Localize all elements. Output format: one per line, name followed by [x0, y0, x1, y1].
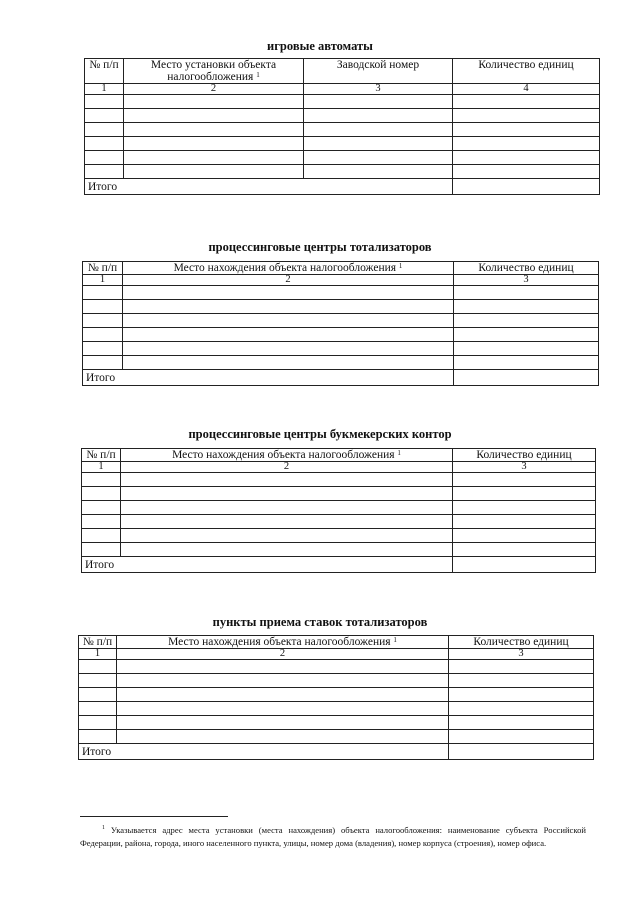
table-cell[interactable] [454, 286, 599, 300]
total-value-cell[interactable] [454, 370, 599, 386]
table-header-row [83, 262, 599, 275]
table-cell[interactable] [304, 151, 453, 165]
table-cell[interactable] [117, 660, 449, 674]
table-cell[interactable] [117, 674, 449, 688]
table-cell[interactable] [117, 702, 449, 716]
total-row [85, 179, 600, 195]
table-cell[interactable] [79, 730, 117, 744]
table-row [83, 328, 599, 342]
table-cell[interactable] [82, 515, 121, 529]
column-number: 2 [117, 649, 449, 660]
table-row [83, 342, 599, 356]
footnote-separator [80, 816, 228, 817]
table-row [85, 165, 600, 179]
table-cell[interactable] [449, 730, 594, 744]
table-cell[interactable] [454, 300, 599, 314]
table-cell[interactable] [83, 342, 123, 356]
table-cell[interactable] [83, 356, 123, 370]
column-number: 3 [453, 462, 596, 473]
header-cell-location: Место нахождения объекта налогообложения $^1$ [121, 449, 453, 462]
table-cell[interactable] [124, 95, 304, 109]
footnote-ref: 1 [397, 449, 401, 457]
header-cell-number: № п/п [85, 59, 124, 84]
header-cell-serial-number: Заводской номер [304, 59, 453, 84]
table-cell[interactable] [304, 137, 453, 151]
table-cell[interactable] [123, 300, 454, 314]
table-cell[interactable] [304, 123, 453, 137]
column-number: 2 [121, 462, 453, 473]
footnote-text: Указывается адрес места установки (места нахождения) объекта налогообложения: наименование субъекта Российской Федерации, района, города, иного населенного пункта, улицы, номер дома (владения), номер корпуса (строения), номер офиса. [80, 825, 586, 848]
footnote-ref: 1 [398, 262, 403, 270]
table-cell[interactable] [117, 730, 449, 744]
table-cell[interactable] [123, 328, 454, 342]
table-cell[interactable] [79, 674, 117, 688]
column-number-row [85, 84, 600, 95]
table-cell[interactable] [453, 473, 596, 487]
table-cell[interactable] [85, 165, 124, 179]
table-cell[interactable] [449, 702, 594, 716]
table-cell[interactable] [454, 328, 599, 342]
table-cell[interactable] [453, 165, 600, 179]
table-cell[interactable] [453, 543, 596, 557]
table-cell[interactable] [304, 95, 453, 109]
total-row [82, 557, 596, 573]
header-cell-quantity: Количество единиц [453, 449, 596, 462]
table-cell[interactable] [79, 688, 117, 702]
table-row [83, 286, 599, 300]
table-cell[interactable] [85, 151, 124, 165]
table-cell[interactable] [121, 543, 453, 557]
table-cell[interactable] [449, 688, 594, 702]
table-cell[interactable] [124, 123, 304, 137]
table-row [85, 123, 600, 137]
table-cell[interactable] [454, 314, 599, 328]
totalizator-centers-table [82, 261, 599, 386]
table-row [79, 688, 594, 702]
table-cell[interactable] [79, 716, 117, 730]
table-cell[interactable] [121, 529, 453, 543]
table-header-row [79, 636, 594, 649]
table-cell[interactable] [449, 660, 594, 674]
table-cell[interactable] [453, 501, 596, 515]
table-cell[interactable] [124, 137, 304, 151]
table-row [82, 515, 596, 529]
table-cell[interactable] [449, 716, 594, 730]
section-title-bookmaker-centers: процессинговые центры букмекерских контор [188, 427, 452, 441]
table-cell[interactable] [79, 660, 117, 674]
table-row [79, 660, 594, 674]
column-number: 3 [304, 84, 453, 95]
table-row [83, 300, 599, 314]
table-cell[interactable] [453, 109, 600, 123]
column-number-row [82, 462, 596, 473]
footnote [80, 824, 586, 850]
table-cell[interactable] [453, 487, 596, 501]
column-number: 4 [453, 84, 600, 95]
table-cell[interactable] [121, 515, 453, 529]
table-cell[interactable] [82, 543, 121, 557]
total-label: Итого [85, 179, 453, 195]
table-cell[interactable] [79, 702, 117, 716]
table-cell[interactable] [124, 165, 304, 179]
table-cell[interactable] [454, 342, 599, 356]
table-cell[interactable] [453, 123, 600, 137]
table-row [82, 487, 596, 501]
total-label: Итого [79, 744, 449, 760]
footnote-mark: 1 [102, 825, 105, 831]
total-value-cell[interactable] [453, 557, 596, 573]
table-cell[interactable] [83, 300, 123, 314]
section-title-totalizator-centers: процессинговые центры тотализаторов [208, 240, 432, 254]
table-cell[interactable] [85, 137, 124, 151]
bookmaker-centers-table [81, 448, 596, 573]
table-row [83, 314, 599, 328]
table-row [85, 95, 600, 109]
section-title-gaming-machines: игровые автоматы [267, 39, 373, 53]
table-row [79, 674, 594, 688]
table-cell[interactable] [123, 286, 454, 300]
table-cell[interactable] [82, 487, 121, 501]
table-cell[interactable] [453, 137, 600, 151]
table-cell[interactable] [124, 151, 304, 165]
table-row [82, 473, 596, 487]
table-row [82, 529, 596, 543]
table-row [82, 501, 596, 515]
table-cell[interactable] [123, 314, 454, 328]
table-cell[interactable] [82, 473, 121, 487]
table-cell[interactable] [453, 529, 596, 543]
column-number: 1 [83, 275, 123, 286]
footnote-ref: 1 [393, 636, 397, 644]
table-cell[interactable] [85, 123, 124, 137]
table-cell[interactable] [83, 286, 123, 300]
table-cell[interactable] [83, 328, 123, 342]
table-row [79, 702, 594, 716]
table-cell[interactable] [85, 95, 124, 109]
column-number: 1 [82, 462, 121, 473]
header-cell-number: № п/п [83, 262, 123, 275]
column-number: 1 [79, 649, 117, 660]
table-cell[interactable] [82, 529, 121, 543]
total-label: Итого [83, 370, 454, 386]
header-cell-location: Место нахождения объекта налогообложения $^1$ [117, 636, 449, 649]
column-number: 3 [454, 275, 599, 286]
table-cell[interactable] [121, 487, 453, 501]
table-cell[interactable] [121, 501, 453, 515]
table-row [83, 356, 599, 370]
table-cell[interactable] [123, 356, 454, 370]
table-row [85, 137, 600, 151]
table-cell[interactable] [121, 473, 453, 487]
table-row [85, 151, 600, 165]
gaming-machines-table [84, 58, 600, 195]
column-number-row [83, 275, 599, 286]
header-cell-location: Место нахождения объекта налогообложения $^1$ [123, 262, 454, 275]
table-row [79, 716, 594, 730]
header-cell-quantity: Количество единиц [449, 636, 594, 649]
header-cell-location: Место установки объекта налогообложения $^1$ [124, 59, 304, 84]
column-number: 2 [123, 275, 454, 286]
table-cell[interactable] [85, 109, 124, 123]
section-title-totalizator-betting-points: пункты приема ставок тотализаторов [212, 615, 428, 629]
column-number: 3 [449, 649, 594, 660]
column-number: 1 [85, 84, 124, 95]
table-cell[interactable] [82, 501, 121, 515]
header-cell-quantity: Количество единиц [453, 59, 600, 84]
table-cell[interactable] [449, 674, 594, 688]
table-cell[interactable] [124, 109, 304, 123]
table-header-row [85, 59, 600, 84]
header-cell-number: № п/п [79, 636, 117, 649]
betting-points-table [78, 635, 594, 760]
table-row [79, 730, 594, 744]
table-cell[interactable] [304, 165, 453, 179]
header-cell-number: № п/п [82, 449, 121, 462]
total-value-cell[interactable] [453, 179, 600, 195]
table-cell[interactable] [304, 109, 453, 123]
header-cell-quantity: Количество единиц [454, 262, 599, 275]
table-cell[interactable] [454, 356, 599, 370]
column-number: 2 [124, 84, 304, 95]
column-number-row [79, 649, 594, 660]
total-value-cell[interactable] [449, 744, 594, 760]
table-cell[interactable] [83, 314, 123, 328]
table-header-row [82, 449, 596, 462]
table-cell[interactable] [453, 151, 600, 165]
table-cell[interactable] [117, 688, 449, 702]
total-row [79, 744, 594, 760]
table-cell[interactable] [453, 95, 600, 109]
table-row [82, 543, 596, 557]
table-cell[interactable] [117, 716, 449, 730]
total-label: Итого [82, 557, 453, 573]
table-cell[interactable] [453, 515, 596, 529]
total-row [83, 370, 599, 386]
table-cell[interactable] [123, 342, 454, 356]
table-row [85, 109, 600, 123]
footnote-ref: 1 [256, 71, 260, 79]
